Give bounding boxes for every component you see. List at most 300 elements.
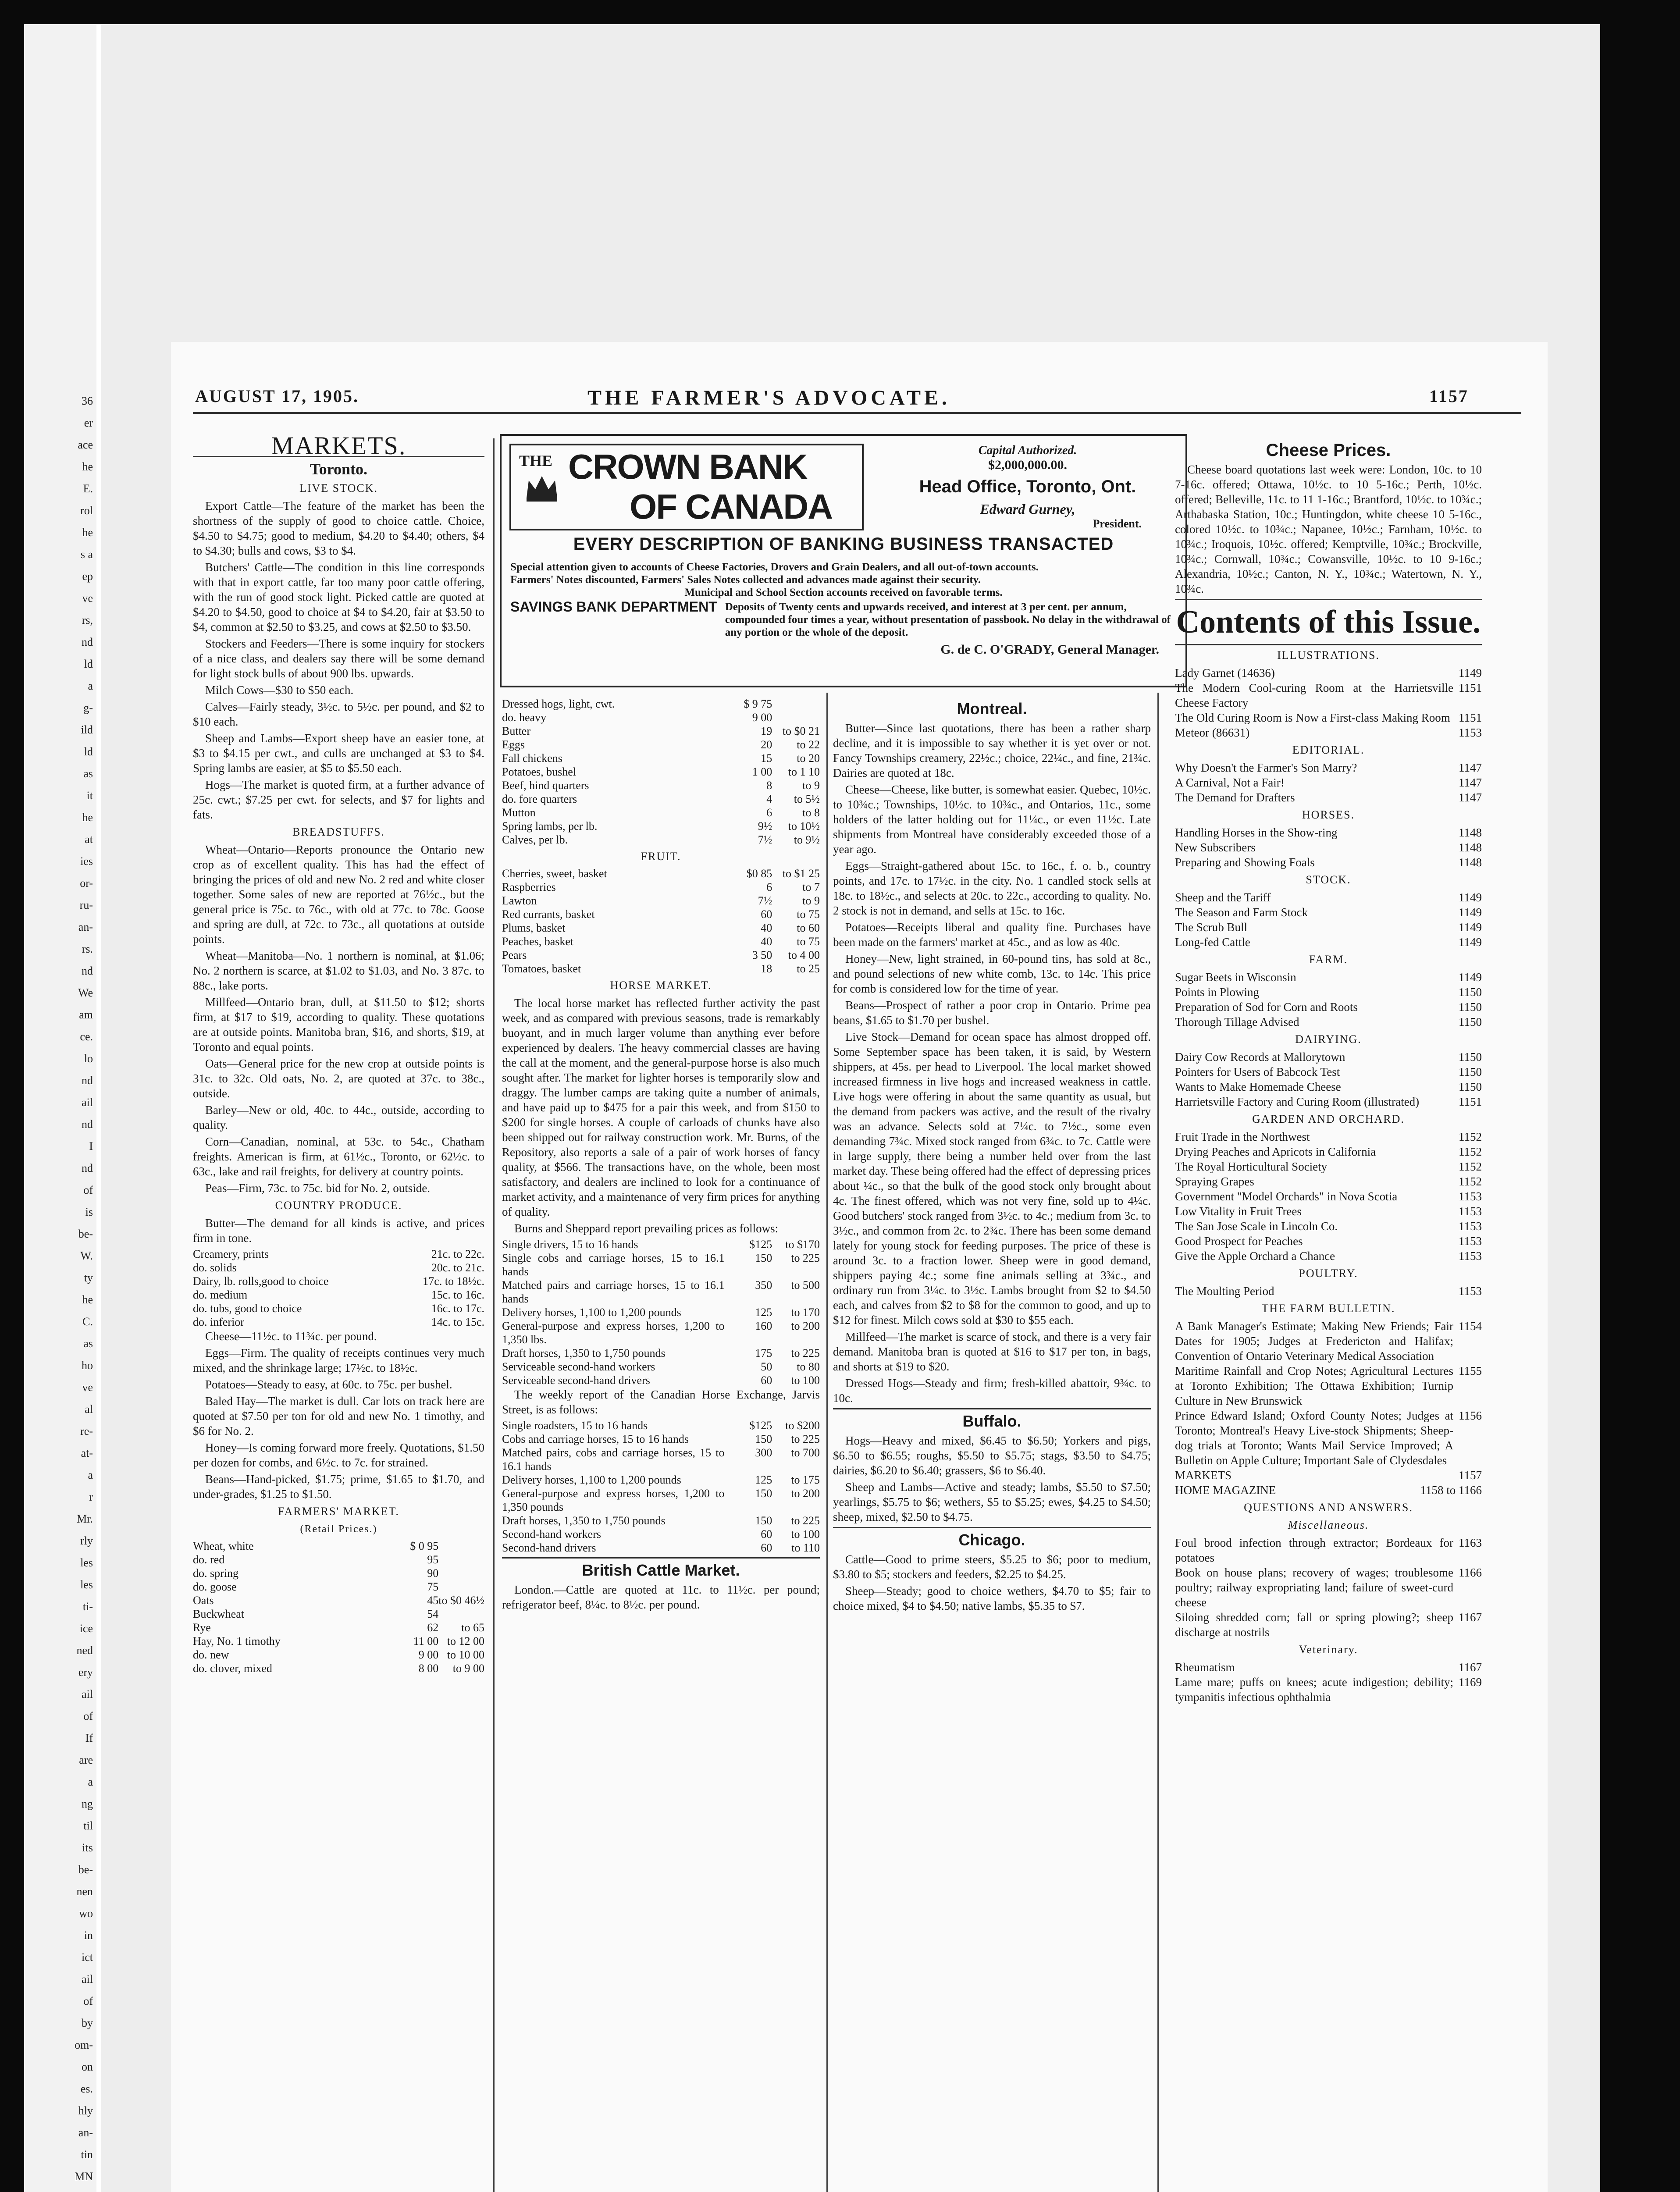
left-page-text: rs. (82, 943, 93, 955)
left-page-text: re- (80, 1425, 93, 1438)
contents-item-page: 1147 (1459, 776, 1482, 789)
contents-item (1175, 905, 1482, 920)
table-cell: do. clover, mixed (193, 1662, 272, 1675)
paragraph: Beans—Prospect of rather a poor crop in Ontario. Prime pea beans, $1.65 to $1.70 per bushel. (833, 999, 1151, 1027)
contents-section-heading: HORSES. (1302, 808, 1355, 821)
table-cell (438, 1607, 484, 1621)
left-page-text: an- (78, 2126, 93, 2139)
left-page-text: ho (82, 1359, 93, 1372)
contents-item-title: The Modern Cool-curing Room at the Harrietsville Cheese Factory (1175, 681, 1453, 709)
table-cell: to 9 (802, 779, 820, 792)
british-cattle-heading: British Cattle Market. (582, 1561, 740, 1579)
table-row (502, 833, 820, 847)
section-rule (833, 1527, 1151, 1528)
horse-exchange-table (502, 1419, 820, 1555)
table-cell: do. spring (193, 1567, 238, 1580)
left-page-text: ve (82, 1381, 93, 1394)
crown-icon (524, 472, 559, 502)
left-page-text: ace (78, 438, 93, 451)
capital-amount: $2,000,000.00. (988, 458, 1067, 472)
table-row (502, 724, 820, 738)
table-cell: Delivery horses, 1,100 to 1,200 pounds (502, 1473, 681, 1486)
left-page-text: or- (80, 877, 93, 890)
paragraph: The weekly report of the Canadian Horse Exchange, Jarvis Street, is as follows: (502, 1388, 820, 1416)
table-row (193, 1607, 484, 1621)
table-cell: 4 (766, 793, 772, 805)
table-cell: to 12 00 (447, 1635, 484, 1648)
table-cell: 15 (761, 752, 772, 765)
left-page-text: om- (75, 2039, 93, 2051)
paragraph: Burns and Sheppard report prevailing prices as follows: (514, 1222, 779, 1235)
table-row (502, 1238, 820, 1251)
table-cell: General-purpose and express horses, 1,200 to 1,350 lbs. (502, 1320, 725, 1346)
paragraph: Millfeed—Ontario bran, dull, at $11.50 to $12; shorts firm, at $17 to $19, according to quality. These quotations are at outside points. Manitoba bran, $16, and shorts, $19, at Toronto and equal points. (193, 996, 484, 1053)
contents-section-heading: DAIRYING. (1295, 1033, 1362, 1046)
table-row (502, 867, 820, 880)
contents-item-page: 1157 (1459, 1469, 1482, 1482)
contents-item-page: 1152 (1459, 1130, 1482, 1143)
capital-label: Capital Authorized. (978, 444, 1077, 457)
ad-line: Farmers' Notes discounted, Farmers' Sales Notes collected and advances made against their security. (510, 574, 981, 586)
contents-item (1175, 840, 1482, 855)
contents-section-heading: FARM. (1309, 953, 1348, 966)
contents-item-title: Fruit Trade in the Northwest (1175, 1130, 1310, 1143)
left-page-text: ail (82, 1688, 93, 1701)
table-cell: Wheat, white (193, 1540, 254, 1552)
contents-item (1175, 1565, 1482, 1610)
contents-item (1175, 1363, 1482, 1408)
contents-item (1175, 1249, 1482, 1263)
table-cell: 150 (755, 1433, 772, 1445)
table-row (502, 1446, 820, 1473)
table-cell: 1 00 (752, 765, 772, 778)
contents-item-title: Rheumatism (1175, 1661, 1235, 1674)
left-page-text: its (82, 1841, 93, 1854)
contents-item (1175, 1050, 1482, 1064)
contents-item (1175, 1064, 1482, 1079)
contents-item (1175, 985, 1482, 1000)
left-page-text: ail (82, 1973, 93, 1986)
contents-item-title: Maritime Rainfall and Crop Notes; Agricultural Lectures at Toronto Exhibition; The Ottawa Exhibition; Turnip Culture in New Brunswick (1175, 1364, 1453, 1407)
left-page-text: es. (80, 2082, 93, 2095)
table-cell: Serviceable second-hand workers (502, 1360, 655, 1373)
film-border-top (24, 0, 1600, 24)
paragraph: Wheat—Manitoba—No. 1 northern is nominal, at $1.06; No. 2 northern is scarce, at $1.02 to $1.03, and No. 3 87c. to 88c., lake ports. (193, 949, 484, 992)
table-cell: to 9½ (794, 833, 820, 846)
table-cell: 21c. to 22c. (431, 1248, 484, 1260)
table-cell: Lawton (502, 894, 537, 907)
cheese-prices-heading: Cheese Prices. (1266, 441, 1391, 460)
table-row (502, 1278, 820, 1306)
contents-item-title: HOME MAGAZINE (1175, 1484, 1276, 1497)
contents-section-heading: QUESTIONS AND ANSWERS. (1244, 1501, 1413, 1514)
contents-item-page: 1153 (1459, 1285, 1482, 1298)
table-row (502, 1251, 820, 1278)
table-row (193, 1566, 484, 1580)
contents-item-title: Points in Plowing (1175, 986, 1260, 999)
table-cell: to $1 25 (782, 867, 820, 880)
contents-item (1175, 1535, 1482, 1565)
table-row (502, 711, 820, 724)
paragraph: Sheep and Lambs—Export sheep have an easier tone, at $3 to $4.15 per cwt., and culls are unchanged at $3 to $4. Spring lambs are easier, at $5 to $5.50 each. (193, 732, 484, 775)
contents-item-title: Long-fed Cattle (1175, 936, 1250, 949)
table-row (502, 921, 820, 935)
contents-item-page: 1153 (1459, 726, 1482, 739)
table-cell: do. tubs, good to choice (193, 1302, 302, 1315)
table-cell: to 225 (791, 1433, 820, 1445)
contents-item (1175, 665, 1482, 680)
table-cell: to 225 (791, 1514, 820, 1527)
contents-item-title: A Bank Manager's Estimate; Making New Friends; Fair Dates for 1905; Judges at Fredericton and Halifax; Convention of Ontario Veterinary Medical Association (1175, 1320, 1453, 1363)
table-cell: 16c. to 17c. (431, 1302, 484, 1315)
contents-section-heading: EDITORIAL. (1292, 744, 1365, 756)
left-page-text: at- (81, 1447, 93, 1459)
table-cell: 160 (755, 1320, 772, 1332)
table-cell: Plums, basket (502, 922, 566, 934)
left-page-text: ict (82, 1951, 93, 1964)
table-cell: 40 (761, 935, 772, 948)
contents-item-page: 1148 (1459, 841, 1482, 854)
left-page-text: ve (82, 592, 93, 605)
contents-item-title: Lady Garnet (14636) (1175, 666, 1275, 680)
contents-item-title: MARKETS (1175, 1469, 1232, 1482)
table-cell: Cobs and carriage horses, 15 to 16 hands (502, 1433, 689, 1445)
paragraph: Hogs—Heavy and mixed, $6.45 to $6.50; Yorkers and pigs, $6.50 to $6.55; roughs, $5.50 to $5.75; stags, $3.50 to $4.75; dairies, $6.20 to $6.40; grassers, $6 to $6.40. (833, 1434, 1151, 1477)
contents-item-title: Government "Model Orchards" in Nova Scotia (1175, 1190, 1398, 1203)
contents-item (1175, 1000, 1482, 1014)
left-page-text: ery (78, 1666, 93, 1679)
film-border-right (1600, 0, 1680, 2192)
table-cell: Serviceable second-hand drivers (502, 1374, 650, 1387)
table-cell: $125 (749, 1238, 772, 1251)
contents-item-title: The San Jose Scale in Lincoln Co. (1175, 1220, 1338, 1233)
president-title: President. (1093, 517, 1142, 530)
contents-item (1175, 1610, 1482, 1640)
table-row (502, 948, 820, 962)
left-page-text: wo (79, 1907, 93, 1920)
contents-section-heading: STOCK. (1306, 873, 1351, 886)
contents-item-page: 1149 (1459, 921, 1482, 934)
paragraph: Corn—Canadian, nominal, at 53c. to 54c., Chatham freights. American is firm, at 61½c., Toronto, or 62½c. to 63c., lake and rail freights, for delivery at country points. (193, 1135, 484, 1178)
paragraph: Beans—Hand-picked, $1.75; prime, $1.65 to $1.70, and under-grades, $1.25 to $1.50. (193, 1473, 484, 1501)
left-page-text: he (82, 811, 93, 824)
ad-banner: EVERY DESCRIPTION OF BANKING BUSINESS TRANSACTED (573, 534, 1114, 554)
paragraph: Stockers and Feeders—There is some inquiry for stockers of a nice class, and dealers say there will be some demand for light stock bulls of about 900 lbs. upwards. (193, 637, 484, 680)
buffalo-heading: Buffalo. (962, 1412, 1022, 1430)
table-cell: 7½ (758, 894, 772, 907)
table-cell (438, 1566, 484, 1580)
bank-name-the: THE (519, 452, 553, 470)
left-page-text: is (85, 1206, 93, 1218)
retail-price-table (193, 1539, 484, 1675)
table-row (502, 1527, 820, 1541)
paragraph: Potatoes—Steady to easy, at 60c. to 75c. per bushel. (205, 1378, 452, 1391)
montreal-column (833, 697, 1151, 1615)
contents-item-page: 1167 (1459, 1611, 1482, 1624)
contents-subheading: Miscellaneous. (1288, 1519, 1369, 1531)
table-cell: 60 (761, 1541, 772, 1554)
table-row (502, 765, 820, 779)
meat-price-table (502, 697, 820, 847)
retail-prices-subheading: (Retail Prices.) (300, 1523, 377, 1535)
contents-item (1175, 970, 1482, 985)
table-row (502, 1346, 820, 1360)
table-row (502, 779, 820, 792)
table-cell: to 22 (797, 738, 820, 751)
contents-item-title: Wants to Make Homemade Cheese (1175, 1080, 1341, 1093)
paragraph: Peas—Firm, 73c. to 75c. bid for No. 2, outside. (205, 1181, 430, 1195)
table-cell: do. inferior (193, 1316, 244, 1328)
left-page-text: hly (78, 2104, 93, 2117)
table-cell: Peaches, basket (502, 935, 574, 948)
left-page-text: s a (80, 548, 93, 561)
contents-item-title: Preparing and Showing Foals (1175, 856, 1315, 869)
left-page-text: be- (78, 1863, 93, 1876)
contents-item-title: Meteor (86631) (1175, 726, 1250, 739)
left-page-text: am (79, 1008, 93, 1021)
contents-item-title: Why Doesn't the Farmer's Son Marry? (1175, 761, 1357, 774)
table-cell: Raspberries (502, 881, 556, 893)
paragraph: The local horse market has reflected further activity the past week, and as compared with previous seasons, trade is remarkably buoyant, and in much larger volume than anything ever before experienced by dealers. The heavy commercial classes are having the call at the moment, and the general-purpose horse is also much sought after. The market for lighter horses is temporarily slow and draggy. The lumber camps are taking quite a number of animals, and have paid up to $475 for a pair this week, and from $150 to $200 for single horses. A couple of carloads of chunks have also been shipped out for railway construction work. Mr. Burns, of the Repository, also reports a sale of a pair of work horses of fancy quality, at $566. The transactions have, on the whole, been most satisfactory, and dealers are inclined to look for a continuance of market activity, and a maintenance of very firm prices for anything of quality. (502, 996, 820, 1218)
paragraph: Cattle—Good to prime steers, $5.25 to $6; poor to medium, $3.80 to $5; stockers and feeders, $2.25 to $4.25. (833, 1553, 1151, 1581)
table-row (502, 1432, 820, 1446)
table-row (193, 1553, 484, 1566)
left-page-text: ty (84, 1271, 93, 1284)
contents-item-page: 1155 (1459, 1364, 1482, 1377)
contents-item-title: The Demand for Drafters (1175, 791, 1295, 804)
left-page-text: les (80, 1578, 93, 1591)
table-row (502, 1541, 820, 1555)
contents-item-title: Foul brood infection through extractor; Bordeaux for potatoes (1175, 1536, 1453, 1564)
left-page-text: a (88, 680, 93, 692)
contents-item-title: Book on house plans; recovery of wages; troublesome poultry; railway expropriating land; failure of sweet-curd cheese (1175, 1566, 1453, 1609)
table-cell: to 7 (802, 881, 820, 893)
ad-body (510, 561, 1177, 656)
left-page-text: ti- (82, 1600, 93, 1613)
table-cell: to 9 00 (452, 1662, 484, 1675)
contents-item (1175, 1319, 1482, 1363)
contents-item-page: 1147 (1459, 761, 1482, 774)
table-cell: to 200 (791, 1320, 820, 1332)
contents-item-title: Sheep and the Tariff (1175, 891, 1271, 904)
table-cell: 14c. to 15c. (431, 1316, 484, 1328)
president-name: Edward Gurney, (980, 501, 1075, 517)
left-page-text: of (83, 1995, 93, 2007)
paragraph: Calves—Fairly steady, 3½c. to 5½c. per pound, and $2 to $10 each. (193, 700, 484, 728)
contents-item-page: 1166 (1459, 1566, 1482, 1579)
contents-item (1175, 920, 1482, 935)
live-stock-heading: LIVE STOCK. (299, 482, 378, 495)
paragraph: Butter—Since last quotations, there has been a rather sharp decline, and it is impossible to say whether it is yet over or not. Fancy Townships creamery, 22½c.; choice, 22¼c., and fine, 21¾c. Dairies are quoted at 18c. (833, 722, 1151, 779)
contents-item (1175, 890, 1482, 905)
left-page-text: he (82, 460, 93, 473)
paragraph: Hogs—The market is quoted firm, at a further advance of 25c. cwt.; $7.25 per cwt. for selects, and $7 for lights and fats. (193, 778, 484, 821)
table-cell: to 500 (791, 1279, 820, 1292)
left-page-text: til (83, 1819, 93, 1832)
contents-item-title: Low Vitality in Fruit Trees (1175, 1205, 1302, 1218)
table-row (193, 1594, 484, 1607)
table-cell: to 10 00 (447, 1648, 484, 1661)
table-cell: to 100 (791, 1374, 820, 1387)
left-page-text: it (86, 789, 93, 802)
table-cell: to 200 (791, 1487, 820, 1500)
table-row (502, 1306, 820, 1319)
contents-item (1175, 1129, 1482, 1144)
general-manager: G. de C. O'GRADY, General Manager. (940, 642, 1159, 657)
table-cell: Tomatoes, basket (502, 962, 581, 975)
table-row (502, 1319, 820, 1346)
contents-item (1175, 1284, 1482, 1299)
table-cell: 20c. to 21c. (431, 1261, 484, 1274)
table-cell: Pears (502, 949, 527, 961)
contents-item (1175, 1483, 1482, 1498)
left-page-text: lo (84, 1052, 93, 1065)
table-row (502, 1473, 820, 1487)
table-cell: Red currants, basket (502, 908, 595, 921)
table-cell: Oats (193, 1594, 214, 1607)
paragraph: Barley—New or old, 40c. to 44c., outside, according to quality. (193, 1103, 484, 1132)
breadstuffs-heading: BREADSTUFFS. (292, 826, 385, 838)
contents-item (1175, 1468, 1482, 1483)
head-office: Head Office, Toronto, Ont. (919, 477, 1136, 496)
contents-item (1175, 1174, 1482, 1189)
contents-item (1175, 825, 1482, 840)
chicago-heading: Chicago. (958, 1531, 1025, 1549)
table-cell: 125 (755, 1306, 772, 1319)
contents-item (1175, 1219, 1482, 1234)
table-cell: Hay, No. 1 timothy (193, 1635, 281, 1648)
table-cell: Delivery horses, 1,100 to 1,200 pounds (502, 1306, 681, 1319)
table-cell: do. goose (193, 1580, 237, 1593)
country-produce-heading: COUNTRY PRODUCE. (275, 1199, 402, 1212)
left-page-text: E. (83, 482, 93, 495)
table-cell: Fall chickens (502, 752, 562, 765)
contents-item-page: 1169 (1459, 1676, 1482, 1689)
left-page-text: W. (80, 1249, 93, 1262)
left-page-text: he (82, 526, 93, 539)
table-cell: 40 (761, 922, 772, 934)
table-cell: to $200 (785, 1419, 820, 1432)
contents-item (1175, 1189, 1482, 1204)
table-cell: to 25 (797, 962, 820, 975)
contents-item (1175, 790, 1482, 805)
contents-item-page: 1167 (1459, 1661, 1482, 1674)
table-cell: 54 (427, 1608, 439, 1620)
table-cell: $ 0 95 (410, 1540, 439, 1552)
table-cell: to 1 10 (788, 765, 820, 778)
left-page-text: nd (82, 1118, 93, 1131)
table-row (193, 1261, 484, 1274)
left-page-text (76, 2190, 93, 2192)
horse-market-heading: HORSE MARKET. (610, 979, 712, 992)
table-cell: $125 (749, 1419, 772, 1432)
left-page-text: a (88, 1776, 93, 1788)
table-cell: to 110 (791, 1541, 820, 1554)
table-row (502, 792, 820, 806)
table-cell: Beef, hind quarters (502, 779, 589, 792)
left-page-text: ild (81, 723, 93, 736)
table-row (502, 907, 820, 921)
contents-item (1175, 710, 1482, 725)
table-row (193, 1539, 484, 1553)
bank-name-crown: CROWN BANK (568, 447, 807, 486)
left-page-text: of (83, 1184, 93, 1196)
header-date: AUGUST 17, 1905. (195, 386, 359, 406)
table-cell: 15c. to 16c. (431, 1288, 484, 1301)
table-cell: to $0 46½ (438, 1594, 484, 1607)
table-row (193, 1634, 484, 1648)
left-page-text: ies (80, 855, 93, 868)
table-cell: to 100 (791, 1528, 820, 1541)
contents-item-page: 1158 to 1166 (1420, 1484, 1482, 1497)
table-cell: to 4 00 (788, 949, 820, 961)
left-page-text: nd (82, 1162, 93, 1174)
left-page-text: I (89, 1140, 93, 1153)
paragraph: Cheese board quotations last week were: London, 10c. to 10 7-16c. offered; Ottawa, 10½c. to 10 5-16c.; Perth, 10½c. offered; Belleville, 11c. to 11 1-16c.; Brantford, 10½c. to 10¾c.; Arthabaska Station, 10c.; Huntingdon, white cheese 10 5-16c., colored 10½c. to 10¾c.; Napanee, 10½c.; Farnham, 10½c. to 10¾c.; Iroquois, 10½c. offered; Kemptville, 10¾c.; Brockville, 10¾c.; Cornwall, 10¾c.; Cowansville, 10½c. to 10 9-16c.; Alexandria, 10½c.; Canton, N. Y., 10¾c.; Watertown, N. Y., 10¾c. (1175, 463, 1482, 595)
montreal-heading: Montreal. (957, 700, 1027, 718)
left-page-text: g- (83, 701, 93, 714)
left-page-text: rly (80, 1534, 93, 1547)
contents-item (1175, 760, 1482, 775)
table-cell: 150 (755, 1252, 772, 1264)
contents-item-page: 1156 (1459, 1409, 1482, 1422)
paragraph: Milch Cows—$30 to $50 each. (205, 683, 354, 697)
table-row (502, 751, 820, 765)
table-cell: 6 (766, 881, 772, 893)
table-cell: 8 00 (418, 1662, 439, 1675)
table-cell: do. red (193, 1553, 225, 1566)
left-page-text: are (79, 1754, 93, 1766)
table-row (193, 1648, 484, 1662)
contents-item-page: 1150 (1459, 1050, 1482, 1064)
left-page-text: nd (82, 636, 93, 648)
savings-block (510, 601, 1177, 639)
contents-item-page: 1152 (1459, 1145, 1482, 1158)
contents-item-title: The Old Curing Room is Now a First-class Making Room (1175, 711, 1450, 724)
contents-item-title: New Subscribers (1175, 841, 1256, 854)
contents-item-page: 1154 (1459, 1320, 1482, 1333)
table-cell: Second-hand workers (502, 1528, 601, 1541)
header-rule (193, 412, 1521, 414)
table-row (502, 1487, 820, 1514)
table-row (193, 1621, 484, 1634)
left-page-text: We (78, 986, 93, 999)
table-cell: 19 (761, 725, 772, 737)
paragraph: Potatoes—Receipts liberal and quality fine. Purchases have been made on the farmers' market at 45c., and as low as 40c. (833, 921, 1151, 949)
contents-item (1175, 1079, 1482, 1094)
table-cell: to 175 (791, 1473, 820, 1486)
table-cell: Butter (502, 725, 530, 737)
table-row (193, 1288, 484, 1302)
left-page-text: er (84, 416, 93, 429)
table-cell: Mutton (502, 806, 536, 819)
contents-item-page: 1149 (1459, 971, 1482, 984)
section-rule (1175, 644, 1482, 645)
toronto-heading: Toronto. (310, 460, 368, 478)
contents-item (1175, 1408, 1482, 1468)
contents-item-page: 1150 (1459, 1065, 1482, 1078)
paragraph: Oats—General price for the new crop at outside points is 31c. to 32c. Old oats, No. 2, are quoted at 37c. to 38c., outside. (193, 1057, 484, 1100)
left-page-fragment (24, 24, 96, 2192)
table-cell: 50 (761, 1360, 772, 1373)
table-row (502, 962, 820, 975)
left-page-text: a (88, 1469, 93, 1481)
left-page-text: les (80, 1556, 93, 1569)
header-page-number: 1157 (1429, 386, 1469, 406)
left-page-text: an- (78, 921, 93, 933)
table-cell: do. heavy (502, 711, 547, 724)
contents-item (1175, 775, 1482, 790)
